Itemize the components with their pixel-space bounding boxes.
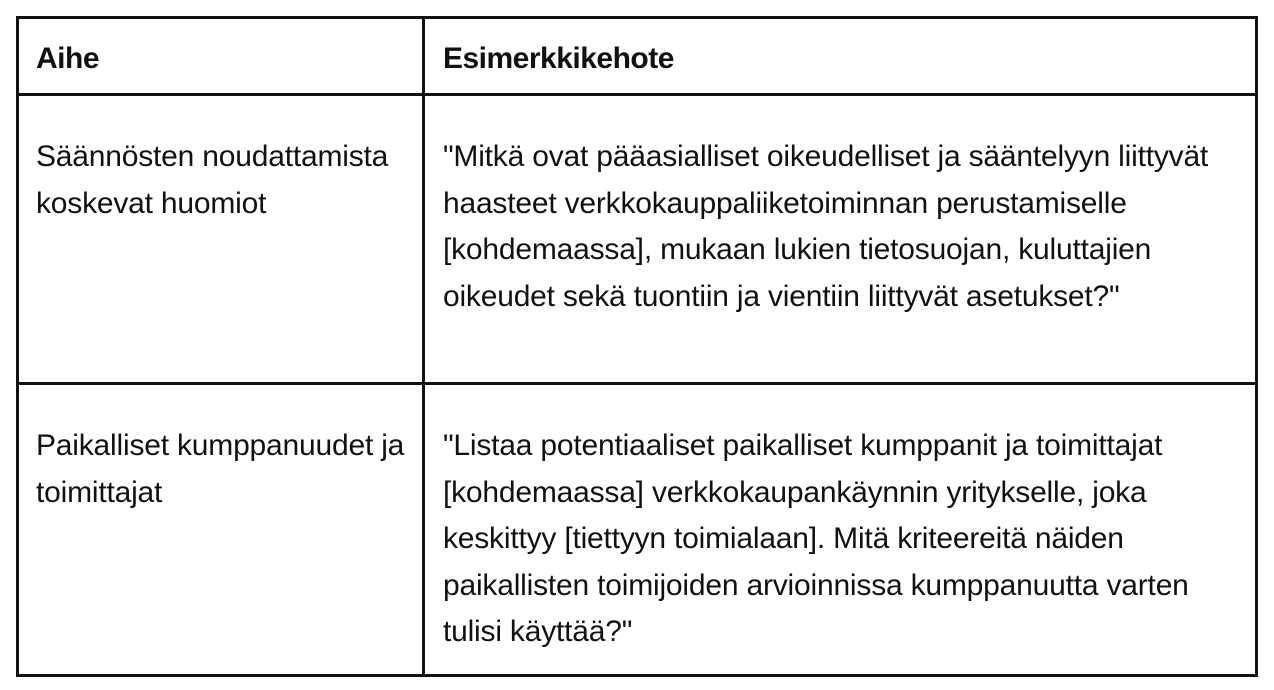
topic-text: Paikalliset kumppanuudet ja toimittajat [36,429,405,509]
topic-cell [18,384,424,676]
topic-text: Säännösten noudattamista koskevat huomiot [36,140,389,220]
prompt-table [16,16,1258,677]
prompt-text: "Listaa potentiaaliset paikalliset kumppanit ja toimittajat [kohdemaassa] verkkokaupankäynnin yritykselle, joka keskittyy [tiettyyn toimialaan]. Mitä kriteereitä näiden paikallisten toimijoiden arvioinnissa kumppanuutta varten tulisi käyttää?" [442,429,1189,648]
table-row [18,95,1257,384]
prompt-cell [423,95,1256,384]
prompt-cell [423,384,1256,676]
header-topic-label: Aihe [36,42,100,75]
header-topic [18,18,424,95]
table-row [18,384,1257,676]
table-header-row [18,18,1257,95]
header-prompt-label: Esimerkkikehote [442,42,674,75]
topic-cell [18,95,424,384]
header-prompt [423,18,1256,95]
prompt-text: "Mitkä ovat pääasialliset oikeudelliset ja sääntelyyn liittyvät haasteet verkkokauppaliiketoiminnan perustamiselle [kohdemaassa], mukaan lukien tietosuojan, kuluttajien oikeudet sekä tuontiin ja vientiin liittyvät asetukset?" [442,140,1209,313]
